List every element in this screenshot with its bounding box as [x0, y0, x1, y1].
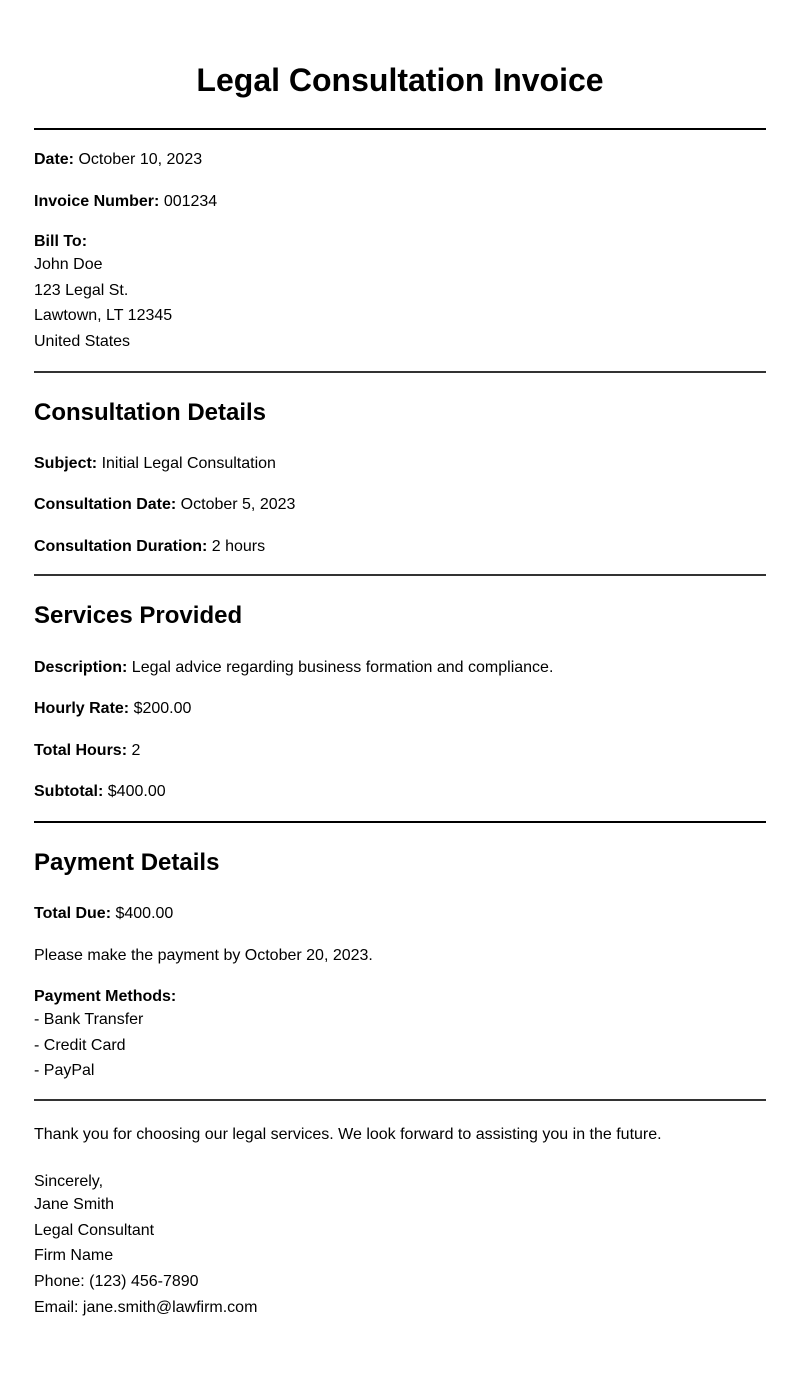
- subject-value: Initial Legal Consultation: [101, 454, 276, 472]
- consultation-heading: Consultation Details: [34, 398, 267, 426]
- payment-heading: Payment Details: [34, 848, 220, 876]
- subtotal-label: Subtotal:: [34, 782, 104, 800]
- consultation-date: [34, 495, 766, 515]
- subtotal-value: $400.00: [107, 782, 166, 800]
- payment-note: Please make the payment by October 20, 2023.: [34, 946, 373, 964]
- firm-name: Firm Name: [34, 1247, 114, 1265]
- bill-to-street: 123 Legal St.: [34, 281, 129, 299]
- divider: [34, 128, 766, 130]
- total-due: [34, 904, 766, 924]
- duration-value: 2 hours: [211, 537, 266, 555]
- total-hours: [34, 741, 766, 761]
- description-label: Description:: [34, 658, 128, 676]
- payment-method-item: - Credit Card: [34, 1036, 126, 1054]
- date-label: Date:: [34, 151, 75, 168]
- hourly-rate-label: Hourly Rate:: [34, 699, 130, 717]
- signer-title: Legal Consultant: [34, 1221, 155, 1239]
- consultation-date-value: October 5, 2023: [180, 495, 296, 513]
- hourly-rate: [34, 699, 766, 719]
- bill-to-city: Lawtown, LT 12345: [34, 307, 173, 325]
- consultation-subject: [34, 454, 766, 474]
- total-due-label: Total Due:: [34, 904, 112, 922]
- thank-you-message: Thank you for choosing our legal services. We look forward to assisting you in the future.: [34, 1125, 662, 1143]
- hourly-rate-value: $200.00: [133, 699, 192, 717]
- total-hours-label: Total Hours:: [34, 741, 128, 759]
- invoice-number: [34, 192, 766, 212]
- payment-methods: [34, 987, 766, 1084]
- divider: [34, 1099, 766, 1101]
- services-heading: Services Provided: [34, 601, 243, 629]
- date-value: October 10, 2023: [78, 151, 203, 168]
- payment-methods-label: Payment Methods:: [34, 987, 177, 1005]
- signer-name: Jane Smith: [34, 1195, 115, 1213]
- bill-to-country: United States: [34, 333, 131, 351]
- invoice-number-value: 001234: [163, 193, 218, 210]
- subject-label: Subject:: [34, 454, 98, 472]
- bill-to-label: Bill To:: [34, 233, 88, 250]
- signer-email: Email: jane.smith@lawfirm.com: [34, 1298, 258, 1316]
- divider: [34, 371, 766, 373]
- invoice-title: Legal Consultation Invoice: [196, 62, 604, 98]
- service-description: [34, 658, 766, 678]
- consultation-duration: [34, 537, 766, 557]
- signature-block: [34, 1172, 766, 1321]
- divider: [34, 821, 766, 823]
- payment-method-item: - PayPal: [34, 1062, 95, 1080]
- duration-label: Consultation Duration:: [34, 537, 208, 555]
- payment-method-item: - Bank Transfer: [34, 1010, 144, 1028]
- signoff: Sincerely,: [34, 1172, 104, 1190]
- description-value: Legal advice regarding business formation and compliance.: [131, 658, 554, 676]
- total-hours-value: 2: [131, 741, 141, 759]
- total-due-value: $400.00: [115, 904, 174, 922]
- subtotal: [34, 782, 766, 802]
- bill-to: [34, 232, 766, 355]
- consultation-date-label: Consultation Date:: [34, 495, 177, 513]
- bill-to-name: John Doe: [34, 256, 103, 273]
- divider: [34, 574, 766, 576]
- invoice-number-label: Invoice Number:: [34, 193, 160, 210]
- signer-phone: Phone: (123) 456-7890: [34, 1273, 199, 1291]
- invoice-date: [34, 150, 766, 170]
